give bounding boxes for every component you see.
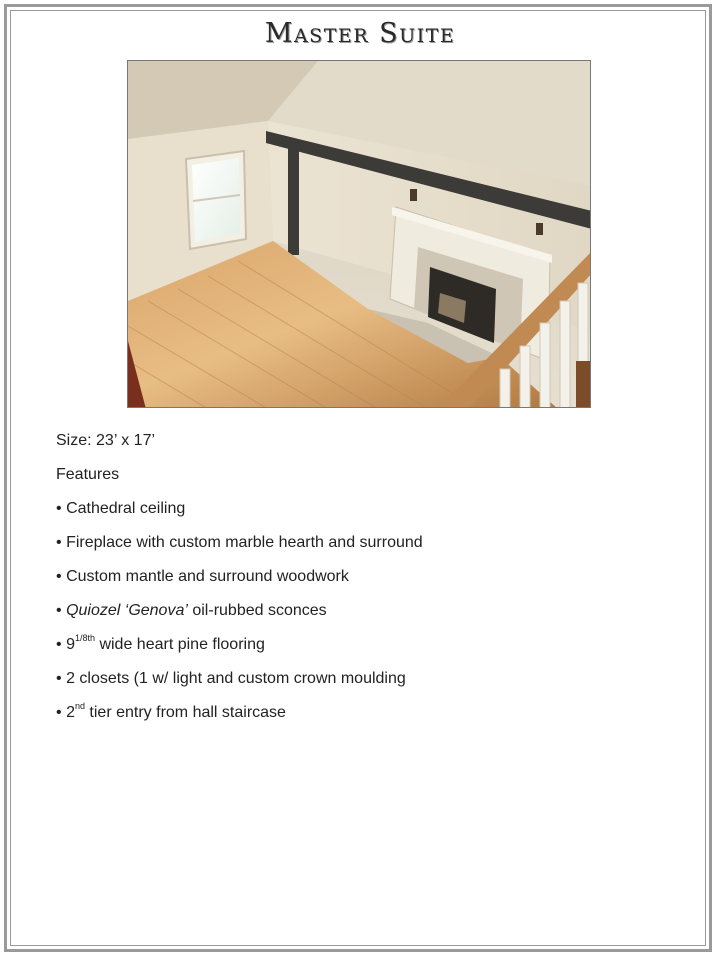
room-photo [127, 60, 591, 408]
bullet: • [56, 636, 62, 653]
feature-item [56, 534, 656, 568]
feature-number: 9 [66, 636, 75, 653]
feature-item [56, 500, 656, 534]
feature-text: tier entry from hall staircase [84, 704, 286, 721]
bullet: • [56, 534, 62, 551]
feature-item [56, 632, 656, 670]
bullet: • [56, 500, 62, 517]
feature-item [56, 568, 656, 602]
size-line [56, 432, 656, 466]
bullet: • [56, 704, 62, 721]
feature-text: Cathedral ceiling [66, 500, 186, 517]
bullet: • [56, 670, 62, 687]
page-title: Master Suite [264, 18, 456, 49]
feature-text: Custom mantle and surround woodwork [66, 568, 349, 585]
feature-item [56, 700, 656, 738]
feature-number: 2 [66, 704, 75, 721]
feature-item [56, 670, 656, 704]
feature-superscript: nd [74, 700, 85, 711]
size-label: Size: [56, 432, 92, 449]
bullet: • [56, 568, 62, 585]
size-value: 23’ x 17’ [96, 432, 156, 449]
feature-text: oil-rubbed sconces [187, 602, 327, 619]
feature-superscript: 1/8th [74, 632, 95, 643]
feature-item [56, 602, 656, 636]
room-details [56, 432, 656, 738]
feature-text: 2 closets (1 w/ light and custom crown moulding [66, 670, 406, 687]
bullet: • [56, 602, 62, 619]
feature-text: Fireplace with custom marble hearth and surround [66, 534, 423, 551]
feature-text-italic: Quiozel ‘Genova’ [66, 602, 188, 619]
feature-text: wide heart pine flooring [95, 636, 265, 653]
features-heading: Features [56, 466, 120, 483]
